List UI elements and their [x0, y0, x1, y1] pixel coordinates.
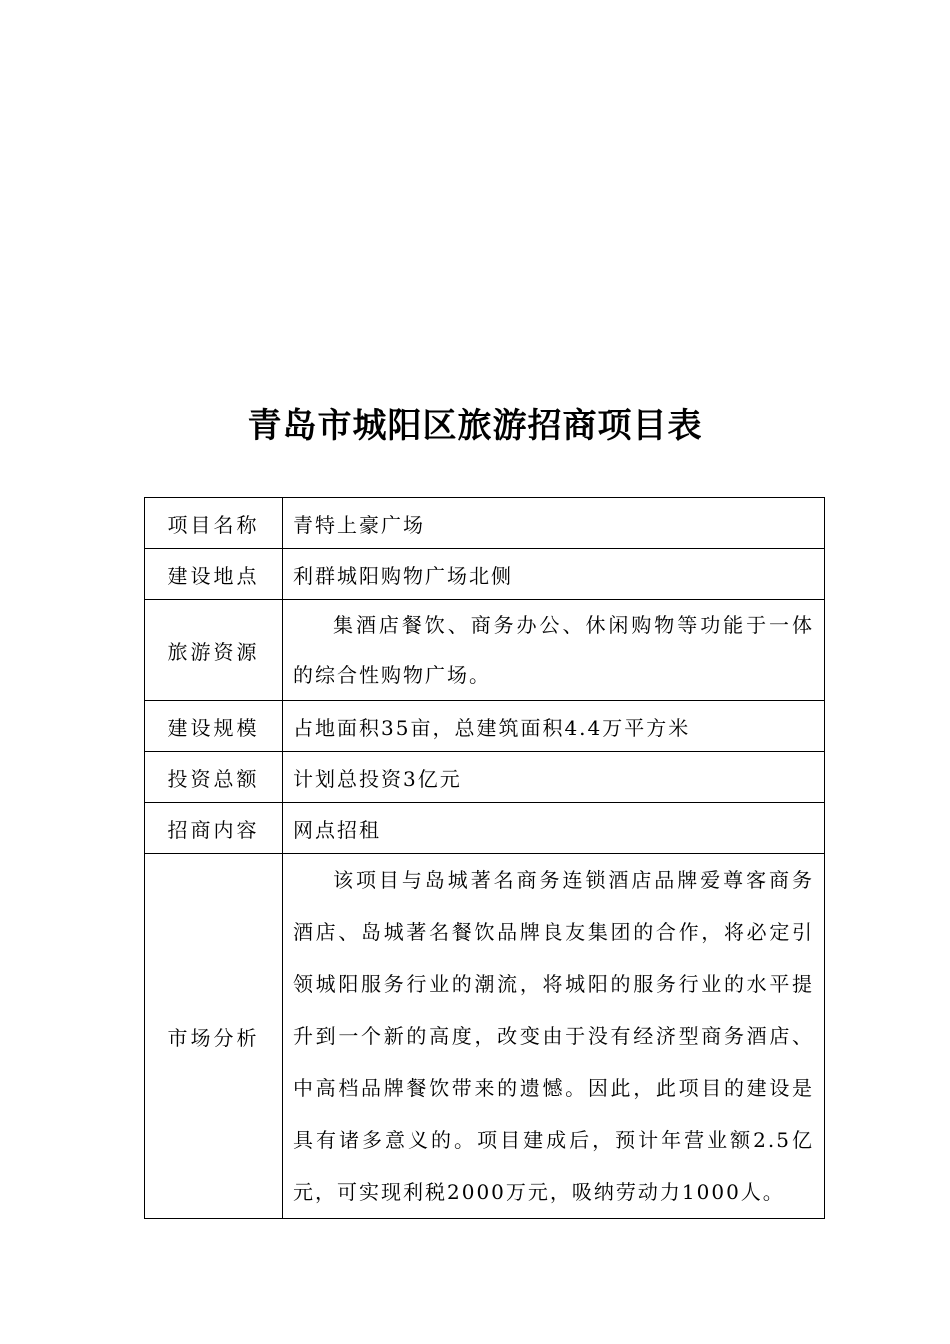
- table-row-market-analysis: [145, 854, 825, 1219]
- row-label-market-analysis: 市场分析: [145, 854, 283, 1219]
- row-label-location: 建设地点: [145, 549, 283, 600]
- market-analysis-text: 该项目与岛城著名商务连锁酒店品牌爱尊客商务酒店、岛城著名餐饮品牌良友集团的合作，将必定引领城阳服务行业的潮流，将城阳的服务行业的水平提升到一个新的高度，改变由于没有经济型商务酒店、中高档品牌餐饮带来的遗憾。因此，此项目的建设是具有诸多意义的。项目建成后，预计年营业额2.5亿元，可实现利税2000万元，吸纳劳动力1000人。: [293, 868, 814, 1204]
- row-value-investment-content: 网点招租: [283, 803, 825, 854]
- tourism-resources-text: 集酒店餐饮、商务办公、休闲购物等功能于一体的综合性购物广场。: [293, 613, 814, 687]
- table-row-construction-scale: [145, 701, 825, 752]
- table-row-tourism-resources: [145, 600, 825, 701]
- row-value-location: 利群城阳购物广场北侧: [283, 549, 825, 600]
- row-value-construction-scale: 占地面积35亩，总建筑面积4.4万平方米: [283, 701, 825, 752]
- table-row-investment-content: [145, 803, 825, 854]
- table-row-total-investment: [145, 752, 825, 803]
- row-label-project-name: 项目名称: [145, 498, 283, 549]
- row-value-total-investment: 计划总投资3亿元: [283, 752, 825, 803]
- row-label-tourism-resources: 旅游资源: [145, 600, 283, 701]
- row-label-total-investment: 投资总额: [145, 752, 283, 803]
- page-title: 青岛市城阳区旅游招商项目表: [247, 406, 703, 446]
- row-label-construction-scale: 建设规模: [145, 701, 283, 752]
- row-value-market-analysis: [283, 854, 825, 1219]
- row-label-investment-content: 招商内容: [145, 803, 283, 854]
- table-row-project-name: [145, 498, 825, 549]
- row-value-tourism-resources: [283, 600, 825, 701]
- table-row-location: [145, 549, 825, 600]
- project-table: [144, 497, 825, 1219]
- row-value-project-name: 青特上豪广场: [283, 498, 825, 549]
